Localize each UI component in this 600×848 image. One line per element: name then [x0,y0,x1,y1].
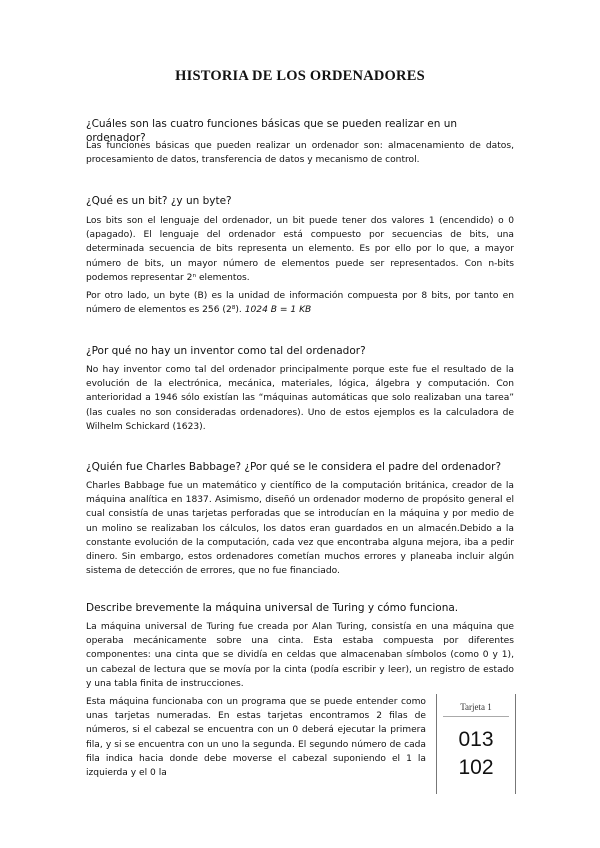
question-heading: Describe brevemente la máquina universal de Turing y cómo funciona. [86,602,459,614]
question-heading: ¿Cuáles son las cuatro funciones básicas que se pueden realizar en un ordenador? [86,118,458,144]
answer-paragraph: Los bits son el lenguaje del ordenador, un bit puede tener dos valores 1 (encendido) o 0 (apagado). El lenguaje del ordenador está compuesto por secuencias de bits, una determinada secuencia de bits representa un elemento. Es por ello por lo que, a mayor número de bits, un mayor número de elementos puede ser representados. Con n-bits podemos representar 2ⁿ elementos. [86,216,514,283]
answer-paragraph: Esta máquina funcionaba con un programa que se puede entender como unas tarjetas numeradas. En estas tarjetas encontramos 2 filas de números, si el cabezal se encuentra con un 0 deberá ejecutar la primera fila, y si se encuentra con un uno la segunda. El segundo número de cada fila indica hacia donde debe moverse el cabezal suponiendo el 1 la izquierda y el 0 la [86,697,426,779]
kb-equivalence: 1024 B = 1 KB [244,305,312,316]
question-heading: ¿Por qué no hay un inventor como tal del ordenador? [86,345,366,357]
page-title: HISTORIA DE LOS ORDENADORES [175,68,425,84]
question-heading: ¿Quién fue Charles Babbage? ¿Por qué se le considera el padre del ordenador? [86,461,502,473]
card-divider [443,716,509,717]
byte-text: Por otro lado, un byte (B) es la unidad de información compuesta por 8 bits, por tanto en número de elementos es 256 (2⁸). [86,291,514,316]
card-title: Tarjeta 1 [460,702,492,712]
answer-paragraph: Las funciones básicas que pueden realizar un ordenador son: almacenamiento de datos, procesamiento de datos, transferencia de datos y mecanismo de control. [86,141,514,166]
answer-paragraph: La máquina universal de Turing fue creada por Alan Turing, consistía en una máquina que operaba mecánicamente sobre una cinta. Esta estaba compuesta por diferentes componentes: una cinta que se dividía en celdas que almacenaban símbolos (como 0 y 1), un cabezal de lectura que se movía por la cinta (podía escribir y leer), un registro de estado y una tabla finita de instrucciones. [86,622,514,689]
question-heading: ¿Qué es un bit? ¿y un byte? [86,195,232,207]
card-row-2: 102 [458,756,494,779]
card-row-1: 013 [458,728,494,751]
answer-paragraph [86,289,514,317]
answer-paragraph: No hay inventor como tal del ordenador principalmente porque este fue el resultado de la evolución de la electrónica, mecánica, materiales, lógica, álgebra y computación. Con anterioridad a 1946 sólo existían las “máquinas automáticas que solo realizaban una tarea” (las cuales no son consideradas ordenadores). Uno de estos ejemplos es la calculadora de Wilhelm Schickard (1623). [86,365,514,432]
turing-card-figure [436,694,516,794]
answer-paragraph: Charles Babbage fue un matemático y científico de la computación británica, creador de la máquina analítica en 1837. Asimismo, diseñó un ordenador moderno de propósito general el cual consistía de unas tarjetas perforadas que se introducían en la máquina y por medio de un molino se realizaban los cálculos, los datos eran guardados en un almacén.Debido a la constante evolución de la computación, cada vez que encontraba alguna mejora, iba a pedir dinero. Sin embargo, estos ordenadores cometían muchos errores y planeaba incluir algún sistema de detección de errores, que no fue financiado. [86,481,514,577]
